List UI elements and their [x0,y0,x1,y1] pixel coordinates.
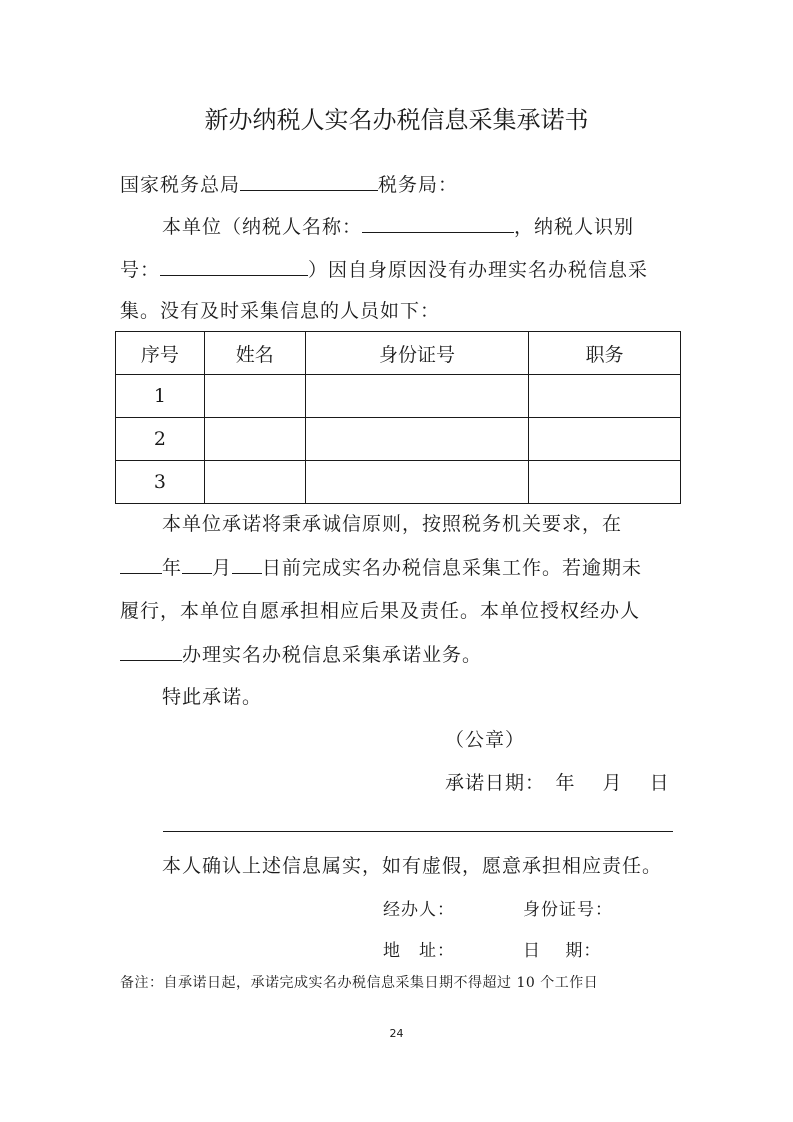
header-no: 序号 [116,332,205,375]
page-number: 24 [389,1027,404,1040]
taxpayer-name-blank[interactable] [362,212,514,233]
row-number: 2 [116,418,205,461]
intro-text: ，纳税人识别 [514,216,635,238]
commit-line-2 [120,553,642,582]
commit-line-1: 本单位承诺将秉承诚信原则，按照税务机关要求，在 [162,513,623,535]
intro-text: 号： [120,259,161,281]
commit-line-3: 履行，本单位自愿承担相应后果及责任。本单位授权经办人 [120,600,641,622]
table-row [116,418,681,461]
commit-date: 承诺日期： 年 月 日 [445,772,670,794]
header-name: 姓名 [204,332,305,375]
name-cell[interactable] [204,375,305,418]
row-number: 1 [116,375,205,418]
month-label: 月 [212,557,233,579]
intro-line-3: 集。没有及时采集信息的人员如下： [120,300,441,322]
header-id-number: 身份证号 [305,332,529,375]
intro-line-2 [120,255,648,284]
table-row [116,461,681,504]
name-cell[interactable] [204,418,305,461]
address-label: 地 址： [383,941,455,961]
position-cell[interactable] [529,461,681,504]
confirmation-statement: 本人确认上述信息属实，如有虚假，愿意承担相应责任。 [162,855,663,877]
id-cell[interactable] [305,375,529,418]
day-blank[interactable] [232,553,262,574]
table-header-row [116,332,681,375]
taxpayer-id-blank[interactable] [160,255,308,276]
header-position: 职务 [529,332,681,375]
row-number: 3 [116,461,205,504]
addressee-suffix: 税务局： [378,174,459,196]
id-number-label: 身份证号： [523,900,613,920]
year-label: 年 [162,557,183,579]
separator-line [163,831,673,832]
commit-text: 日前完成实名办税信息采集工作。若逾期未 [262,557,643,579]
date-label: 日 期： [523,941,602,961]
tax-bureau-blank[interactable] [240,170,378,191]
id-cell[interactable] [305,418,529,461]
official-seal-label: （公章） [445,729,526,751]
special-commitment: 特此承诺。 [162,686,263,708]
addressee-prefix: 国家税务总局 [120,174,241,196]
commit-text: 办理实名办税信息采集承诺业务。 [182,644,483,666]
commit-line-4 [120,640,482,669]
agent-label: 经办人： [383,900,455,920]
name-cell[interactable] [204,461,305,504]
month-blank[interactable] [182,553,212,574]
intro-text: ）因自身原因没有办理实名办税信息采 [308,259,649,281]
position-cell[interactable] [529,418,681,461]
year-blank[interactable] [120,553,162,574]
intro-line-1 [162,212,634,241]
intro-text: 本单位（纳税人名称： [162,216,363,238]
agent-name-blank[interactable] [120,640,182,661]
remark-note: 备注：自承诺日起，承诺完成实名办税信息采集日期不得超过 10 个工作日 [120,975,599,991]
position-cell[interactable] [529,375,681,418]
personnel-table [115,331,681,504]
document-title: 新办纳税人实名办税信息采集承诺书 [204,106,589,134]
id-cell[interactable] [305,461,529,504]
addressee-line [120,170,458,199]
table-row [116,375,681,418]
